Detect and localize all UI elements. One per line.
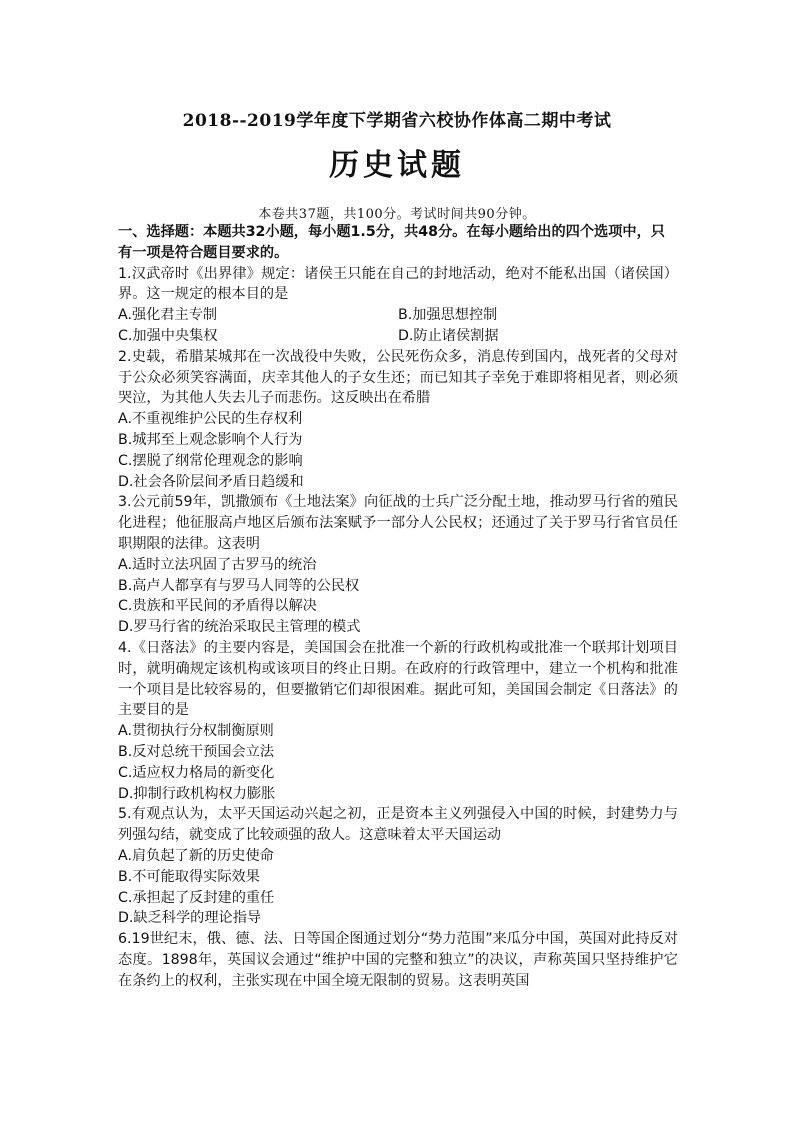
questions-content: [118, 222, 678, 991]
option-c: C.加强中央集权: [118, 327, 218, 344]
question-stem: 5.有观点认为，太平天国运动兴起之初，正是资本主义列强侵入中国的时候，封建势力与列强勾结，就变成了比较顽强的敌人。这意味着太平天国运动: [118, 806, 678, 844]
option-b: B.加强思想控制: [398, 307, 498, 324]
section-heading: 一、选择题：本题共32小题，每小题1.5分，共48分。在每小题给出的四个选项中，只有一项是符合题目要求的。: [118, 224, 665, 261]
option-a: A.不重视维护公民的生存权利: [118, 411, 303, 428]
option-b: B.城邦至上观念影响个人行为: [118, 431, 303, 448]
option-row: [118, 305, 678, 326]
option-d: D.缺乏科学的理论指导: [118, 910, 262, 927]
option-a: A.适时立法巩固了古罗马的统治: [118, 556, 317, 573]
option-c: C.适应权力格局的新变化: [118, 764, 275, 781]
option-c: C.承担起了反封建的重任: [118, 889, 275, 906]
question-stem: 3.公元前59年，凯撒颁布《土地法案》向征战的士兵广泛分配土地，推动罗马行省的殖民化进程；他征服高卢地区后颁布法案赋予一部分人公民权；还通过了关于罗马行省官员任职期限的法律。这表明: [118, 494, 678, 552]
question-stem: 1.汉武帝时《出界律》规定：诸侯王只能在自己的封地活动，绝对不能私出国（诸侯国）界。这一规定的根本目的是: [118, 265, 678, 303]
question-4: [118, 638, 678, 804]
exam-info: 本卷共37题，共100分。考试时间共90分钟。: [258, 207, 536, 222]
question-5: [118, 804, 678, 929]
option-a: A.强化君主专制: [118, 307, 218, 324]
exam-title: 2018--2019学年度下学期省六校协作体高二期中考试: [182, 111, 612, 131]
option-b: B.不可能取得实际效果: [118, 868, 260, 885]
option-a: A.贯彻执行分权制衡原则: [118, 723, 274, 740]
option-d: D.抑制行政机构权力膨胀: [118, 785, 276, 802]
option-row: [118, 326, 678, 347]
question-3: [118, 492, 678, 638]
option-b: B.反对总统干预国会立法: [118, 743, 275, 760]
subject-title: 历史试题: [329, 148, 465, 183]
option-c: C.摆脱了纲常伦理观念的影响: [118, 452, 303, 469]
question-stem: 6.19世纪末，俄、德、法、日等国企图通过划分“势力范围”来瓜分中国，英国对此持反对态度。1898年，英国议会通过“维护中国的完整和独立”的决议，声称英国只坚持维护它在条约上的权利，主张实现在中国全境无限制的贸易。这表明英国: [118, 931, 678, 989]
option-d: D.防止诸侯割据: [398, 327, 499, 344]
option-d: D.罗马行省的统治采取民主管理的模式: [118, 619, 361, 636]
question-1: [118, 264, 678, 347]
option-b: B.高卢人都享有与罗马人同等的公民权: [118, 577, 360, 594]
option-a: A.肩负起了新的历史使命: [118, 847, 274, 864]
option-c: C.贵族和平民间的矛盾得以解决: [118, 598, 317, 615]
question-stem: 4.《日落法》的主要内容是，美国国会在批准一个新的行政机构或批准一个联邦计划项目时，就明确规定该机构或该项目的终止日期。在政府的行政管理中，建立一个机构和批准一个项目是比较容易的，但要撤销它们却很困难。据此可知，美国国会制定《日落法》的主要目的是: [118, 639, 678, 719]
question-2: [118, 347, 678, 493]
question-stem: 2.史载，希腊某城邦在一次战役中失败，公民死伤众多，消息传到国内，战死者的父母对于公众必须笑容满面，庆幸其他人的子女生还；而已知其子幸免于难即将相见者，则必须哭泣，为其他人失去儿子而悲伤。这反映出在希腊: [118, 348, 678, 407]
option-d: D.社会各阶层间矛盾日趋缓和: [118, 473, 304, 490]
question-6: [118, 929, 678, 991]
